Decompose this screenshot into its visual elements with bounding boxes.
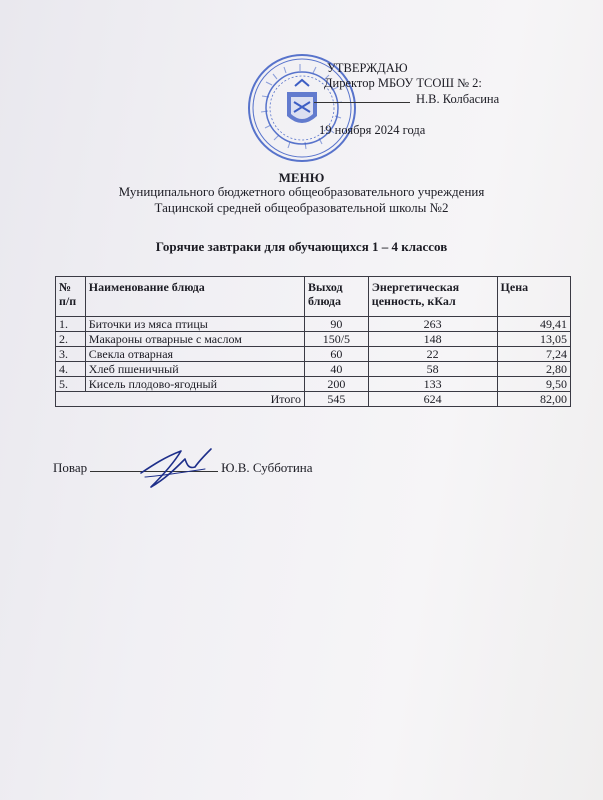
header-num: № п/п [56, 277, 86, 317]
row-output: 40 [304, 362, 368, 377]
row-num: 1. [56, 317, 86, 332]
header-output: Выход блюда [304, 277, 368, 317]
row-price: 7,24 [497, 347, 570, 362]
row-num: 5. [56, 377, 86, 392]
approval-signature-line [314, 91, 499, 108]
org-line-1: Муниципального бюджетного общеобразовательного учреждения [118, 184, 485, 199]
row-energy: 263 [368, 317, 497, 332]
row-num: 2. [56, 332, 86, 347]
row-name: Хлеб пшеничный [85, 362, 304, 377]
row-energy: 133 [368, 377, 497, 392]
approval-signer: Н.В. Колбасина [416, 92, 500, 106]
approval-role: Директор МБОУ ТСОШ № 2: [324, 76, 482, 90]
org-line-2: Тацинской средней общеобразовательной школы №2 [154, 200, 449, 215]
row-name: Свекла отварная [85, 347, 304, 362]
total-energy: 624 [368, 392, 497, 407]
signature-blank-line [314, 102, 410, 103]
table-total-row [56, 392, 571, 407]
cook-label: Повар [53, 460, 88, 475]
row-output: 60 [304, 347, 368, 362]
row-output: 200 [304, 377, 368, 392]
row-energy: 22 [368, 347, 497, 362]
row-name: Кисель плодово-ягодный [85, 377, 304, 392]
header-price: Цена [497, 277, 570, 317]
row-output: 150/5 [304, 332, 368, 347]
row-price: 9,50 [497, 377, 570, 392]
row-name: Биточки из мяса птицы [85, 317, 304, 332]
row-name: Макароны отварные с маслом [85, 332, 304, 347]
row-num: 3. [56, 347, 86, 362]
table-row [56, 362, 571, 377]
total-label: Итого [56, 392, 305, 407]
row-price: 2,80 [497, 362, 570, 377]
approval-title: УТВЕРЖДАЮ [327, 61, 408, 75]
row-price: 49,41 [497, 317, 570, 332]
menu-table [55, 276, 571, 407]
table-row [56, 332, 571, 347]
row-price: 13,05 [497, 332, 570, 347]
row-num: 4. [56, 362, 86, 377]
menu-subtitle: Горячие завтраки для обучающихся 1 – 4 классов [155, 239, 448, 254]
header-name: Наименование блюда [85, 277, 304, 317]
table-row [56, 317, 571, 332]
header-energy: Энергетическая ценность, кКал [368, 277, 497, 317]
total-output: 545 [304, 392, 368, 407]
handwritten-signature [135, 443, 215, 495]
approval-date: 19 ноября 2024 года [319, 123, 426, 137]
total-price: 82,00 [497, 392, 570, 407]
row-energy: 58 [368, 362, 497, 377]
row-energy: 148 [368, 332, 497, 347]
table-row [56, 377, 571, 392]
menu-title: МЕНЮ [278, 170, 325, 185]
row-output: 90 [304, 317, 368, 332]
table-header-row [56, 277, 571, 317]
cook-name: Ю.В. Субботина [221, 460, 313, 475]
table-row [56, 347, 571, 362]
